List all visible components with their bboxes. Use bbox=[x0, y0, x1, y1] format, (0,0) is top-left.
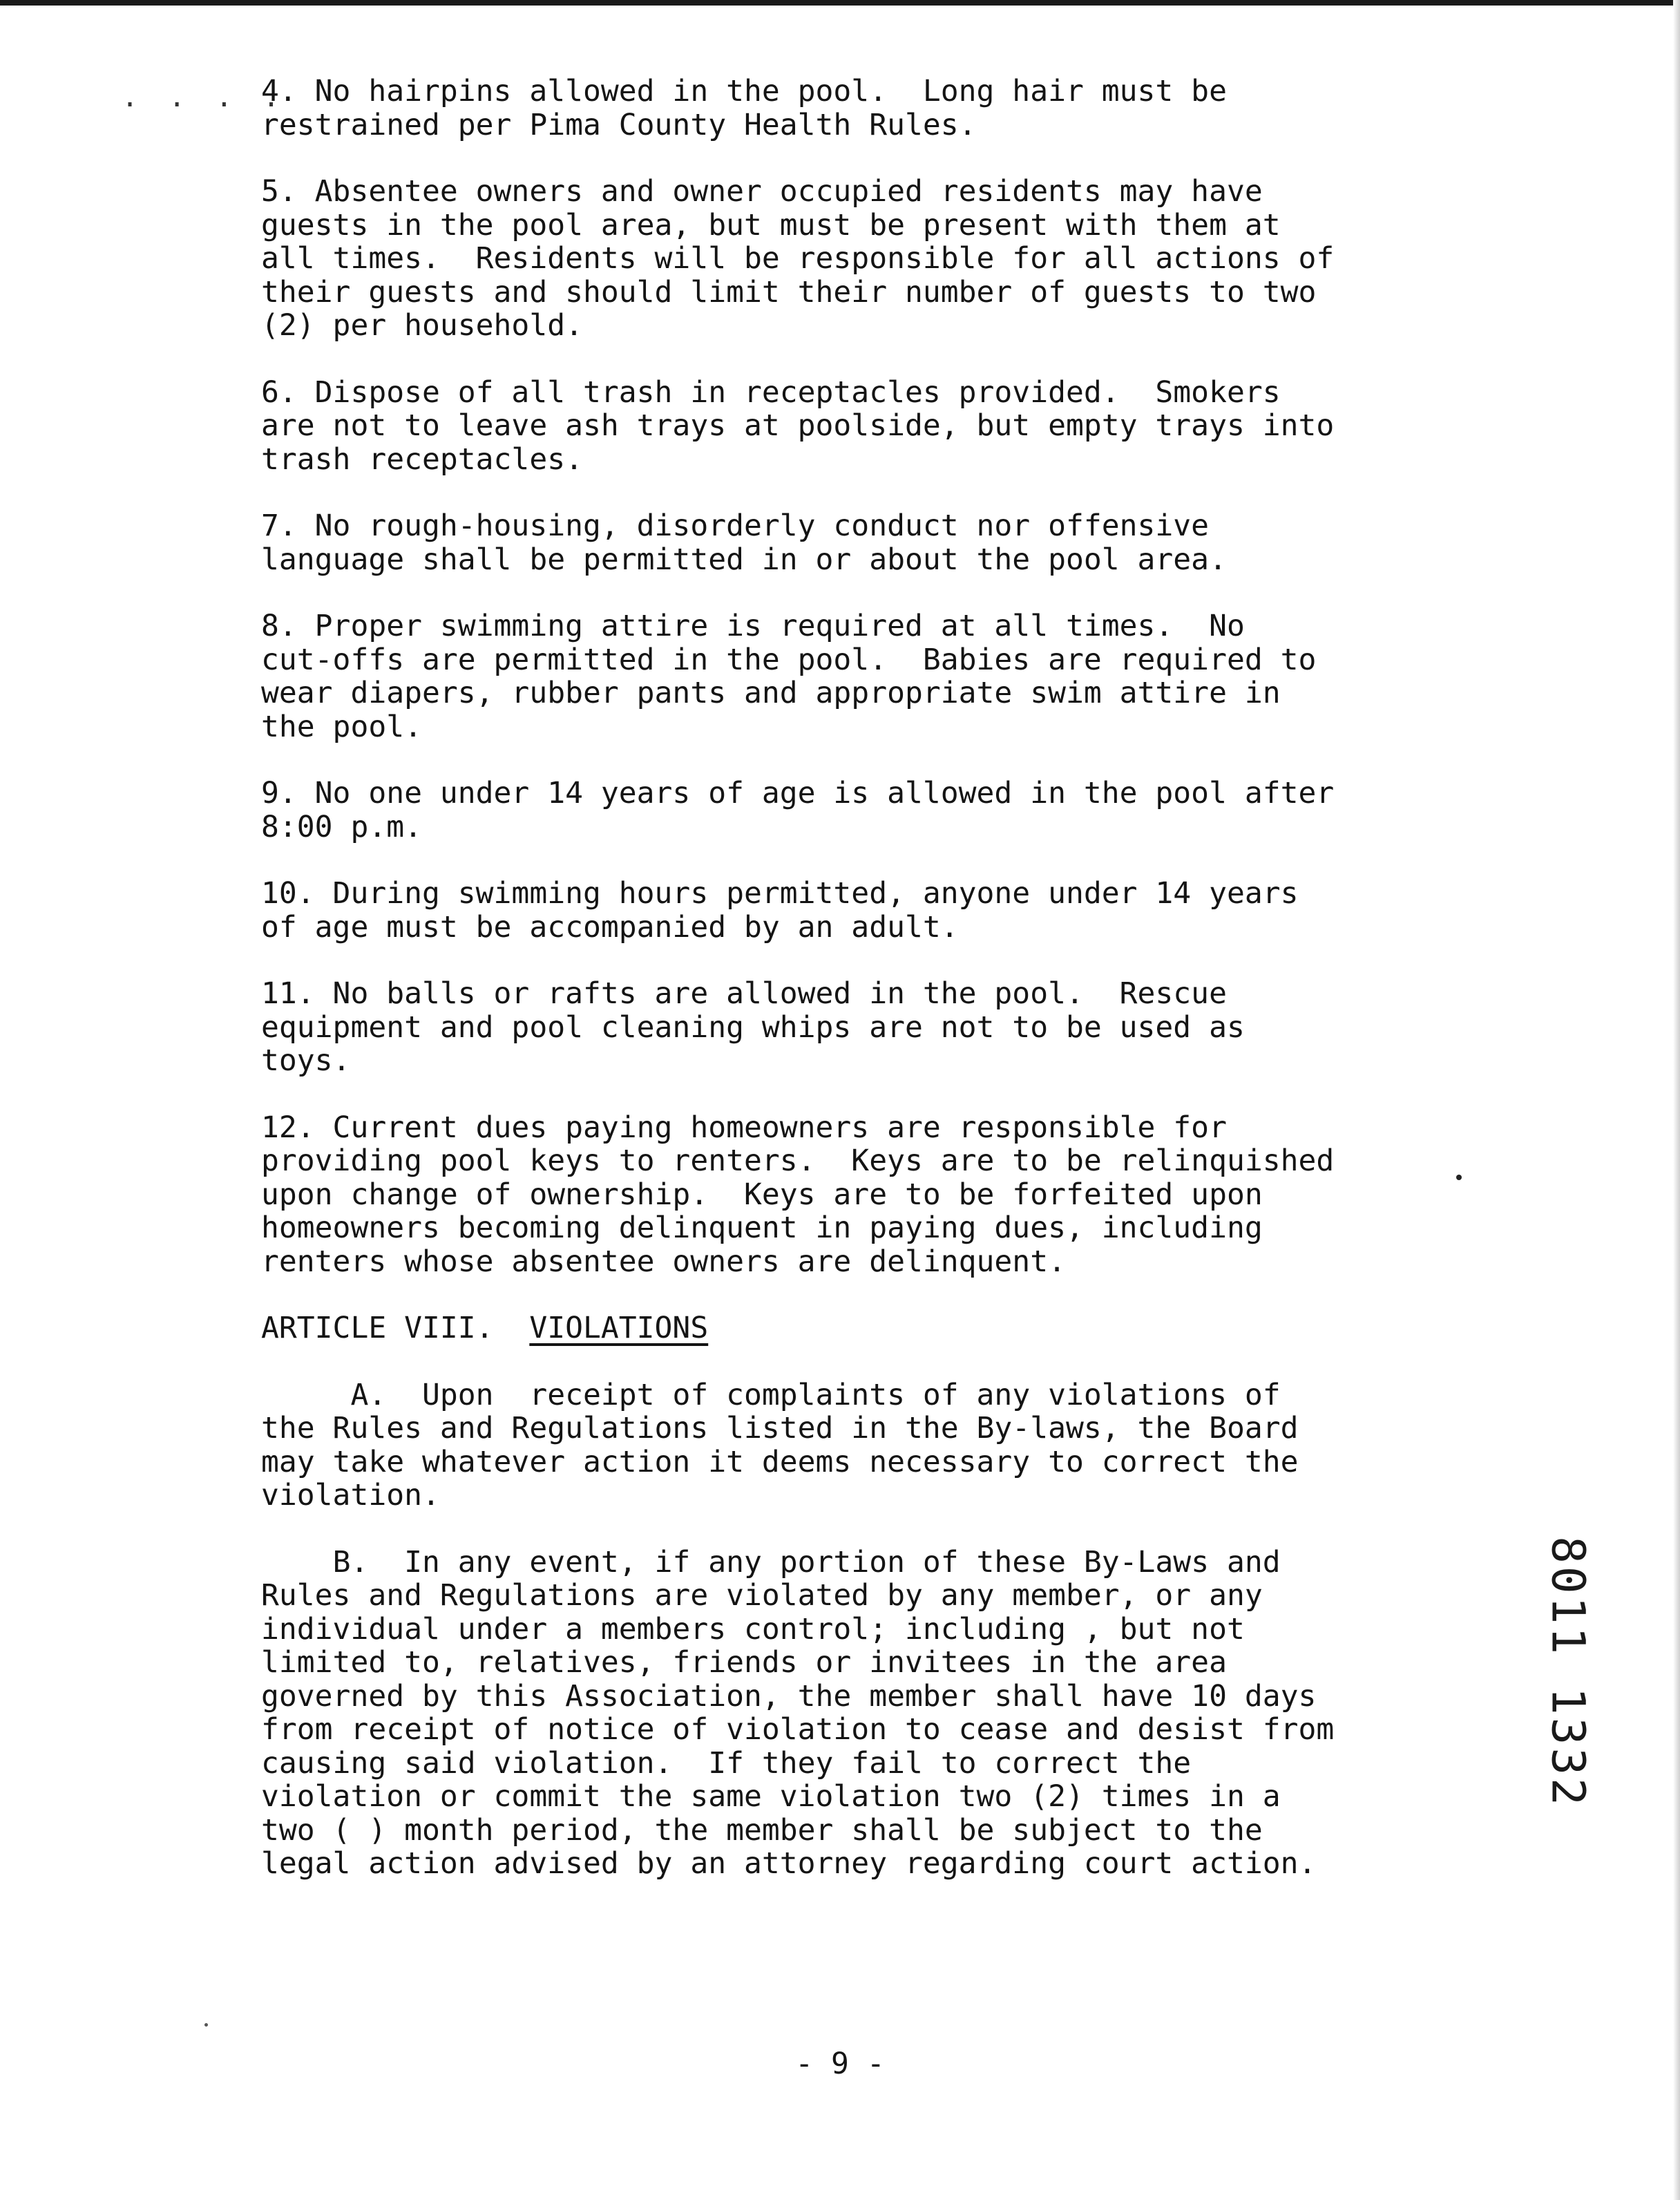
article-number: ARTICLE VIII. bbox=[261, 1311, 530, 1345]
scan-artifact-dot bbox=[204, 2023, 208, 2027]
document-stamp bbox=[1513, 1520, 1623, 1824]
scan-artifact-dots: . . . . bbox=[122, 82, 287, 113]
violation-paragraph-a: A. Upon receipt of complaints of any violations of the Rules and Regulations listed in the By-laws, the Board may take whatever action it deems necessary to correct the violation. bbox=[261, 1377, 1299, 1512]
rule-12: 12. Current dues paying homeowners are responsible for providing pool keys to renters. Keys are to be relinquished upon change of ownership. Keys are to be forfeited upon homeowners becoming delinquent in paying dues, including renters whose absentee owners are delinquent. bbox=[261, 1110, 1335, 1279]
page-number: - 9 - bbox=[795, 2047, 885, 2081]
rule-10: 10. During swimming hours permitted, anyone under 14 years of age must be accompanied by an adult. bbox=[261, 876, 1299, 945]
rule-5: 5. Absentee owners and owner occupied residents may have guests in the pool area, but must be present with them at all times. Residents will be responsible for all actions of their guests and should limit their number of guests to two (2) per household. bbox=[261, 174, 1335, 343]
article-title: VIOLATIONS bbox=[529, 1311, 709, 1345]
rule-9: 9. No one under 14 years of age is allowed in the pool after 8:00 p.m. bbox=[261, 776, 1335, 844]
article-heading bbox=[261, 1311, 1463, 1345]
rule-7: 7. No rough-housing, disorderly conduct nor offensive language shall be permitted in or about the pool area. bbox=[261, 509, 1227, 577]
rule-8: 8. Proper swimming attire is required at all times. No cut-offs are permitted in the pool. Babies are required to wear diapers, rubber pants and appropriate swim attire in the pool. bbox=[261, 609, 1317, 744]
rule-6: 6. Dispose of all trash in receptacles provided. Smokers are not to leave ash trays at poolside, but empty trays into trash receptacles. bbox=[261, 374, 1335, 477]
scan-top-edge bbox=[0, 0, 1680, 6]
scan-right-edge bbox=[1673, 0, 1680, 2200]
rule-4: 4. No hairpins allowed in the pool. Long hair must be restrained per Pima County Health Rules. bbox=[261, 74, 1227, 142]
violation-paragraph-b: B. In any event, if any portion of these By-Laws and Rules and Regulations are violated by any member, or any individual under a members control; including , but not limited to, relatives, friends or invitees in the area governed by this Association, the member shall have 10 days from receipt of notice of violation to cease and desist from causing said violation. If they fail to correct the violation or commit the same violation two (2) times in a two ( ) month period, the member shall be subject to the legal action advised by an attorney regarding court action. bbox=[261, 1544, 1335, 1881]
stamp-number: 8011 1332 bbox=[1541, 1536, 1595, 1808]
document-body bbox=[261, 75, 1463, 1914]
rule-11: 11. No balls or rafts are allowed in the pool. Rescue equipment and pool cleaning whips are not to be used as toys. bbox=[261, 976, 1245, 1078]
